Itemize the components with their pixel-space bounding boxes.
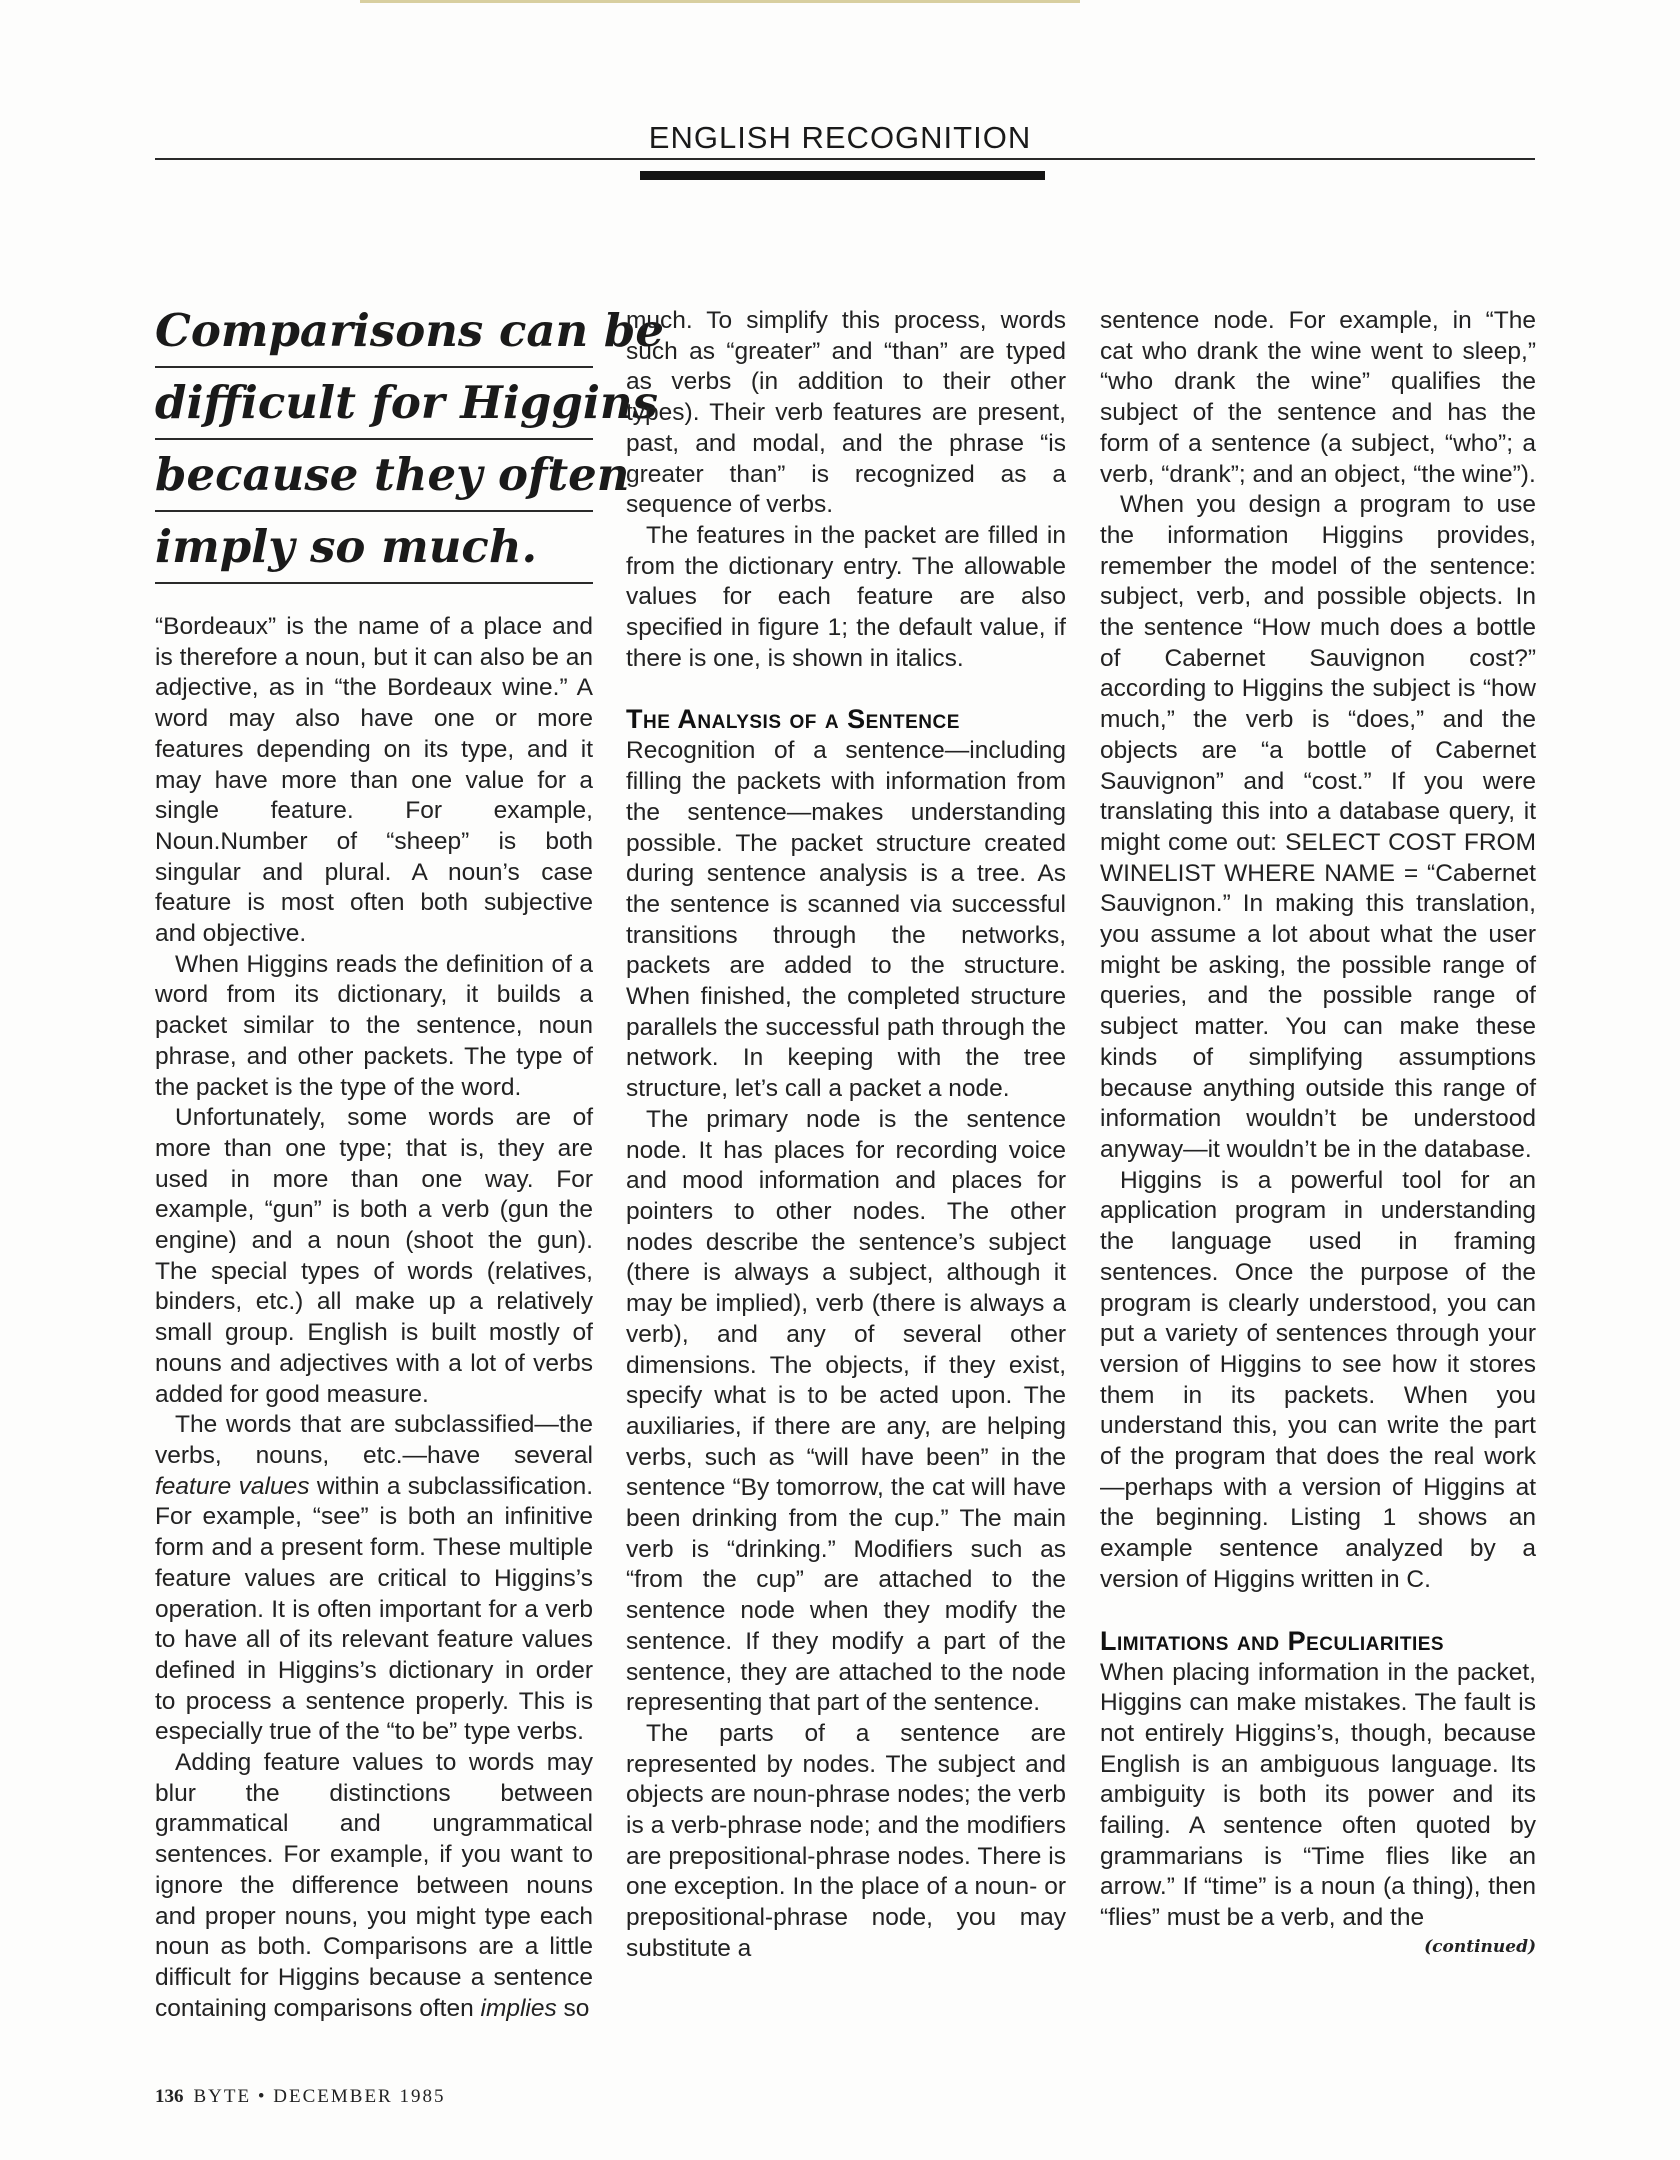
continued-note: (continued) bbox=[1424, 1936, 1536, 1957]
pull-quote-line: imply so much. bbox=[155, 512, 593, 584]
running-header: ENGLISH RECOGNITION bbox=[648, 120, 1032, 155]
header-bar bbox=[640, 171, 1045, 180]
text-run: so bbox=[556, 1994, 590, 2022]
paragraph: “Bordeaux” is the name of a place and is therefore a noun, but it can also be an adjective, as in “the Bordeaux wine.” A word may also have one or more features depending on its type, and it may have more than one value for a single feature. For example, Noun.Number of “sheep” is both singular and plural. A noun’s case feature is most often both subjective and objective. bbox=[155, 613, 593, 948]
paragraph: sentence node. For example, in “The cat who drank the wine went to sleep,” “who drank the wine” qualifies the subject of the sentence and has the form of a sentence (a subject, “who”; a verb, “drank”; and an object, “the wine”). bbox=[1100, 307, 1536, 488]
paragraph: The features in the packet are filled in from the dictionary entry. The allowable values for each feature are also specified in figure 1; the default value, if there is one, is shown in italics. bbox=[626, 521, 1066, 672]
paragraph bbox=[155, 1410, 593, 1748]
column-2 bbox=[626, 306, 1066, 1965]
text-run: The words that are subclassified—the verbs, nouns, etc.—have several bbox=[155, 1411, 593, 1469]
section-heading: The Analysis of a Sentence bbox=[626, 704, 960, 735]
paragraph: The parts of a sentence are represented by nodes. The subject and objects are noun-phrase nodes; the verb is a verb-phrase node; and the modifiers are prepositional-phrase nodes. There is one exception. In the place of a noun- or prepositional-phrase node, you may substitute a bbox=[626, 1719, 1066, 1962]
pull-quote-line: because they often bbox=[155, 440, 593, 512]
paragraph: Recognition of a sentence—including filling the packets with information from the sentence—makes understanding possible. The packet structure created during sentence analysis is a tree. As the sentence is scanned via successful transitions through the networks, packets are added to the structure. When finished, the completed structure parallels the successful path through the network. In keeping with the tree structure, let’s call a packet a node. bbox=[626, 737, 1066, 1103]
column-1 bbox=[155, 612, 593, 2024]
top-edge-rule bbox=[360, 0, 1080, 3]
pull-quote-line: difficult for Higgins bbox=[155, 368, 593, 440]
paragraph: When you design a program to use the information Higgins provides, remember the model of the sentence: subject, verb, and possible objects. In the sentence “How much does a bottle of Cabernet Sauvignon cost?” according to Higgins the subject is “how much,” the verb is “does,” and the objects are “a bottle of Cabernet Sauvignon” and “cost.” If you were translating this into a database query, it might come out: SELECT COST FROM WINELIST WHERE NAME = “Cabernet Sauvignon.” In making this translation, you assume a lot about what the user might be asking, the possible range of queries, and the possible range of subject matter. You can make these kinds of simplifying assumptions because anything outside this range of information wouldn’t be understood anyway—it wouldn’t be in the database. bbox=[1100, 491, 1536, 1163]
paragraph: Unfortunately, some words are of more than one type; that is, they are used in more than one way. For example, “gun” is both a verb (gun the engine) and a noun (shoot the gun). The special types of words (relatives, binders, etc.) all make up a relatively small group. English is built mostly of nouns and adjectives with a lot of verbs added for good measure. bbox=[155, 1104, 593, 1408]
issue-date: DECEMBER 1985 bbox=[273, 2086, 446, 2107]
pull-quote-line: Comparisons can be bbox=[155, 296, 593, 368]
page-number: 136 bbox=[155, 2086, 184, 2107]
paragraph: The primary node is the sentence node. It has places for recording voice and mood information and places for pointers to other nodes. The other nodes describe the sentence’s subject (there is always a subject, although it may be implied), verb (there is always a verb), and any of several other dimensions. The objects, if they exist, specify what is to be acted upon. The auxiliaries, if there are any, are helping verbs, such as “will have been” in the sentence “By tomorrow, the cat will have been drinking from the cup.” The main verb is “drinking.” Modifiers such as “from the cup” are attached to the sentence node when they modify the sentence. If they modify a part of the sentence, they are attached to the node representing that part of the sentence. bbox=[626, 1105, 1066, 1717]
text-run: Adding feature values to words may blur the distinctions between grammatical and ungrammatical sentences. For example, if you want to ignore the difference between nouns and proper nouns, you might type each noun as both. Comparisons are a little difficult for Higgins because a sentence containing comparisons often bbox=[155, 1749, 593, 2022]
paragraph: much. To simplify this process, words such as “greater” and “than” are typed as verbs (in addition to their other types). Their verb features are present, past, and modal, and the phrase “is greater than” is recognized as a sequence of verbs. bbox=[626, 307, 1066, 519]
emphasis-text: implies bbox=[480, 1994, 557, 2022]
header-rule bbox=[155, 158, 1535, 160]
section-heading: Limitations and Peculiarities bbox=[1100, 1625, 1445, 1656]
pull-quote bbox=[155, 296, 664, 584]
paragraph: Higgins is a powerful tool for an application program in understanding the language used in framing sentences. Once the purpose of the program is clearly understood, you can put a variety of sentences through your version of Higgins to see how it stores them in its packets. When you understand this, you can write the part of the program that does the real work—perhaps with a version of Higgins at the beginning. Listing 1 shows an example sentence analyzed by a version of Higgins written in C. bbox=[1100, 1166, 1536, 1593]
paragraph: When Higgins reads the definition of a word from its dictionary, it builds a packet similar to the sentence, noun phrase, and other packets. The type of the packet is the type of the word. bbox=[155, 950, 593, 1101]
magazine-name: BYTE bbox=[193, 2086, 252, 2107]
column-3 bbox=[1100, 306, 1536, 1960]
text-run: within a subclassification. For example, “see” is both an infinitive form and a present form. These multiple feature values are critical to Higgins’s operation. It is often important for a verb to have all of its relevant feature values defined in Higgins’s dictionary in order to process a sentence properly. This is especially true of the “to be” type verbs. bbox=[155, 1472, 594, 1746]
paragraph: When placing information in the packet, Higgins can make mistakes. The fault is not entirely Higgins’s, though, because English is an ambiguous language. Its ambiguity is both its power and its failing. A sentence often quoted by grammarians is “Time flies like an arrow.” If “time” is a noun (a thing), then “flies” must be a verb, and the bbox=[1100, 1658, 1536, 1932]
page-footer: 136 BYTE • DECEMBER 1985 bbox=[155, 2086, 446, 2107]
emphasis-text: feature values bbox=[155, 1472, 310, 1500]
paragraph bbox=[155, 1748, 593, 2024]
